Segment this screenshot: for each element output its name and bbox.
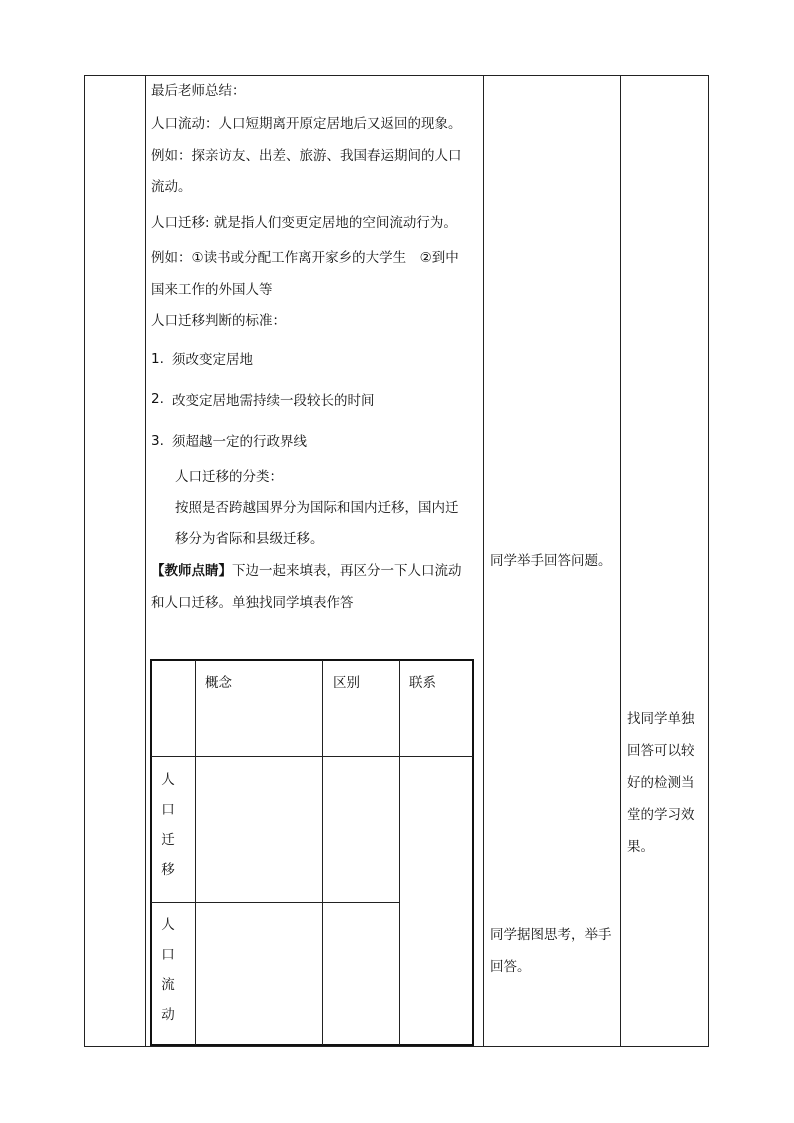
column-divider: [483, 75, 484, 1047]
student-activity-2-line1: 同学据图思考，举手: [490, 927, 612, 943]
inner-col-line: [399, 660, 400, 1045]
column-divider: [145, 75, 146, 1047]
classification-line1: 按照是否跨越国界分为国际和国内迁移，国内迁: [175, 500, 459, 516]
inner-col-line: [195, 660, 196, 1045]
intent-line: 回答可以较: [627, 743, 695, 759]
classification-heading: 人口迁移的分类：: [175, 469, 283, 485]
label-char: 口: [161, 947, 175, 963]
intent-line: 堂的学习效: [627, 807, 695, 823]
summary-heading: 最后老师总结：: [151, 83, 246, 99]
row-label-flow: [158, 910, 178, 1030]
intent-line: 找同学单独: [627, 711, 695, 727]
student-activity-2-line2: 回答。: [490, 959, 531, 975]
teacher-tip-bracket: 【教师点睛】: [151, 563, 232, 579]
label-char: 流: [161, 977, 175, 993]
criteria-item: 改变定居地需持续一段较长的时间: [172, 393, 375, 409]
label-char: 迁: [161, 832, 175, 848]
label-char: 口: [161, 802, 175, 818]
header-difference: 区别: [333, 675, 360, 691]
example-migration-line2: 国来工作的外国人等: [151, 282, 273, 298]
example-flow-line1: 例如：探亲访友、出差、旅游、我国春运期间的人口: [151, 148, 462, 164]
student-activity-1: 同学举手回答问题。: [490, 553, 612, 569]
criteria-number: 1.: [151, 351, 164, 367]
intent-line: 果。: [627, 839, 654, 855]
header-connection: 联系: [409, 675, 436, 691]
label-char: 人: [161, 917, 175, 933]
example-migration-line1: 例如：①读书或分配工作离开家乡的大学生 ②到中: [151, 250, 459, 266]
label-char: 动: [161, 1007, 175, 1023]
label-char: 移: [161, 862, 175, 878]
intent-line: 好的检测当: [627, 775, 695, 791]
classification-line2: 移分为省际和县级迁移。: [175, 531, 324, 547]
inner-row-line: [151, 902, 399, 903]
criteria-number: 2.: [151, 391, 164, 407]
column-divider: [620, 75, 621, 1047]
teacher-tip-text: 下边一起来填表，再区分一下人口流动: [232, 563, 462, 579]
teacher-tip-line1: [151, 561, 462, 581]
fill-in-table: [150, 659, 474, 1046]
definition-flow: 人口流动：人口短期离开原定居地后又返回的现象。: [151, 116, 462, 132]
criteria-heading: 人口迁移判断的标准：: [151, 313, 286, 329]
criteria-item: 须改变定居地: [172, 352, 253, 368]
header-concept: 概念: [205, 675, 232, 691]
row-label-migration: [158, 765, 178, 885]
example-flow-line2: 流动。: [151, 179, 192, 195]
inner-row-line: [151, 756, 473, 757]
design-intent: [627, 703, 695, 863]
criteria-number: 3.: [151, 433, 164, 449]
criteria-item: 须超越一定的行政界线: [172, 434, 307, 450]
label-char: 人: [161, 772, 175, 788]
definition-migration: 人口迁移: 就是指人们变更定居地的空间流动行为。: [151, 215, 457, 231]
inner-col-line: [322, 660, 323, 1045]
teacher-tip-line2: 和人口迁移。单独找同学填表作答: [151, 595, 354, 611]
